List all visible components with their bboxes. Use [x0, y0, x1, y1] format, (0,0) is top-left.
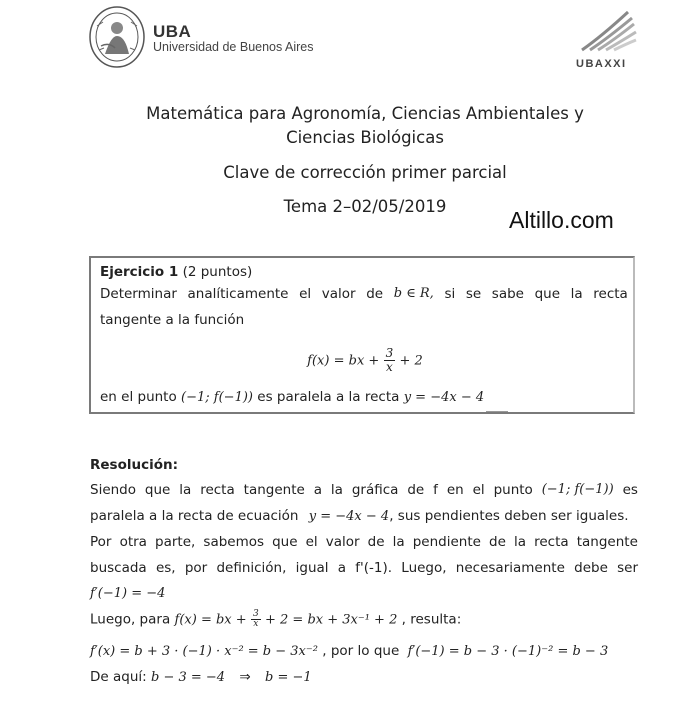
- word: valor: [325, 534, 360, 550]
- word: a: [337, 560, 347, 576]
- word: recta: [200, 482, 235, 498]
- word: analíticamente: [187, 286, 289, 302]
- function-formula: [0, 347, 700, 374]
- word: de: [366, 286, 384, 302]
- exercise-title: Ejercicio 1: [100, 264, 179, 280]
- formula-right: + 2: [399, 353, 423, 369]
- tema-date: Tema 2–02/05/2019: [283, 197, 447, 216]
- word: Siendo: [90, 482, 137, 498]
- altillo-watermark: Altillo.com: [509, 207, 614, 233]
- derivative-expression: f′(x) = b + 3 · (−1) · x⁻² = b − 3x⁻²: [90, 644, 318, 659]
- fraction-numerator: 3: [252, 609, 259, 619]
- equation: b − 3 = −4: [151, 670, 226, 685]
- formula-fraction: [384, 347, 396, 374]
- fraction-denominator: x: [386, 360, 393, 374]
- uba-short-name: UBA: [153, 22, 192, 41]
- word: la: [513, 534, 527, 550]
- word: por: [184, 560, 208, 576]
- text: Luego, para: [90, 611, 171, 628]
- faint-underline: [486, 411, 508, 412]
- word: gráfica: [351, 482, 399, 498]
- word: la: [179, 482, 192, 498]
- function-expression-rest: + 2 = bx + 3x⁻¹ + 2: [264, 612, 398, 628]
- word: de: [489, 534, 506, 550]
- word: parte,: [155, 534, 196, 550]
- word: f: [433, 482, 438, 498]
- formula-left: f(x) = bx +: [307, 353, 380, 369]
- word: tangente: [576, 534, 638, 550]
- word: el: [299, 286, 312, 302]
- word: definición,: [216, 560, 287, 576]
- resolution-line3: [90, 534, 638, 550]
- resolution-line4: [90, 560, 638, 576]
- word: debe: [574, 560, 608, 576]
- math-line-equation: y = −4x − 4: [308, 509, 390, 524]
- math-expression: b ∈ R,: [393, 286, 434, 301]
- word: buscada: [90, 560, 147, 576]
- text: , resulta:: [401, 611, 462, 628]
- word: en: [446, 482, 464, 498]
- word: sabemos: [203, 534, 265, 550]
- math-point: (−1; f(−1)): [541, 482, 614, 497]
- word: Por: [90, 534, 112, 550]
- word: que: [534, 286, 561, 302]
- word: de: [407, 482, 425, 498]
- math-line-equation: y = −4x − 4: [403, 390, 485, 405]
- word: si: [444, 286, 456, 302]
- word: se: [465, 286, 482, 302]
- text: , sus pendientes deben ser iguales.: [389, 508, 629, 524]
- resolution-line7: [90, 643, 608, 659]
- resolution-line6: [90, 610, 461, 629]
- exercise-statement-line3: [100, 389, 484, 405]
- ubaxxi-logo: [572, 6, 638, 54]
- derivative-evaluation: f′(−1) = b − 3 · (−1)⁻² = b − 3: [407, 644, 609, 659]
- resolution-line1: [90, 482, 638, 498]
- small-fraction: [251, 610, 261, 629]
- word: tangente: [243, 482, 305, 498]
- exercise-statement-line1: [100, 286, 628, 302]
- word: valor: [321, 286, 356, 302]
- document-subtitle: Clave de corrección primer parcial: [223, 163, 507, 182]
- uba-seal-logo: [89, 6, 145, 68]
- resolution-line2: [90, 508, 629, 524]
- word: el: [472, 482, 485, 498]
- exercise-heading: [100, 264, 252, 280]
- uba-full-name: Universidad de Buenos Aires: [153, 40, 314, 54]
- exercise-points: (2 puntos): [182, 264, 253, 280]
- word: recta: [593, 286, 628, 302]
- text: paralela a la recta de ecuación: [90, 508, 299, 524]
- document-title-line2: Ciencias Biológicas: [286, 128, 444, 147]
- word: otra: [119, 534, 147, 550]
- word: la: [392, 534, 405, 550]
- text: , por lo que: [322, 643, 400, 659]
- word: la: [570, 286, 583, 302]
- word: pendiente: [412, 534, 481, 550]
- word: necesariamente: [455, 560, 565, 576]
- word: el: [305, 534, 318, 550]
- text: De aquí:: [90, 669, 147, 685]
- word: que: [272, 534, 298, 550]
- implies-arrow-icon: ⇒: [239, 669, 251, 685]
- word: es,: [155, 560, 176, 576]
- word: ser: [617, 560, 638, 576]
- word: f'(-1).: [355, 560, 393, 576]
- word: la: [330, 482, 343, 498]
- word: es: [622, 482, 638, 498]
- word: recta: [534, 534, 569, 550]
- resolution-line8: [90, 669, 312, 685]
- ubaxxi-label: UBAXXI: [576, 58, 627, 70]
- word: de: [367, 534, 385, 550]
- math-point: (−1; f(−1)): [181, 390, 253, 405]
- final-result: b = −1: [264, 670, 312, 685]
- word: punto: [493, 482, 533, 498]
- fraction-numerator: 3: [385, 346, 394, 360]
- word: a: [313, 482, 323, 498]
- word: sabe: [491, 286, 524, 302]
- text: es paralela a la recta: [257, 389, 400, 405]
- derivative-condition: f′(−1) = −4: [90, 586, 166, 601]
- text: en el punto: [100, 389, 177, 405]
- fraction-denominator: x: [253, 619, 259, 629]
- word: Luego,: [401, 560, 447, 576]
- word: que: [144, 482, 171, 498]
- function-expression: f(x) = bx +: [174, 612, 247, 628]
- document-title-line1: Matemática para Agronomía, Ciencias Ambientales y: [146, 104, 584, 123]
- exercise-statement-line2: tangente a la función: [100, 312, 245, 328]
- resolution-heading: Resolución:: [90, 457, 179, 473]
- word: Determinar: [100, 286, 177, 302]
- word: igual: [295, 560, 329, 576]
